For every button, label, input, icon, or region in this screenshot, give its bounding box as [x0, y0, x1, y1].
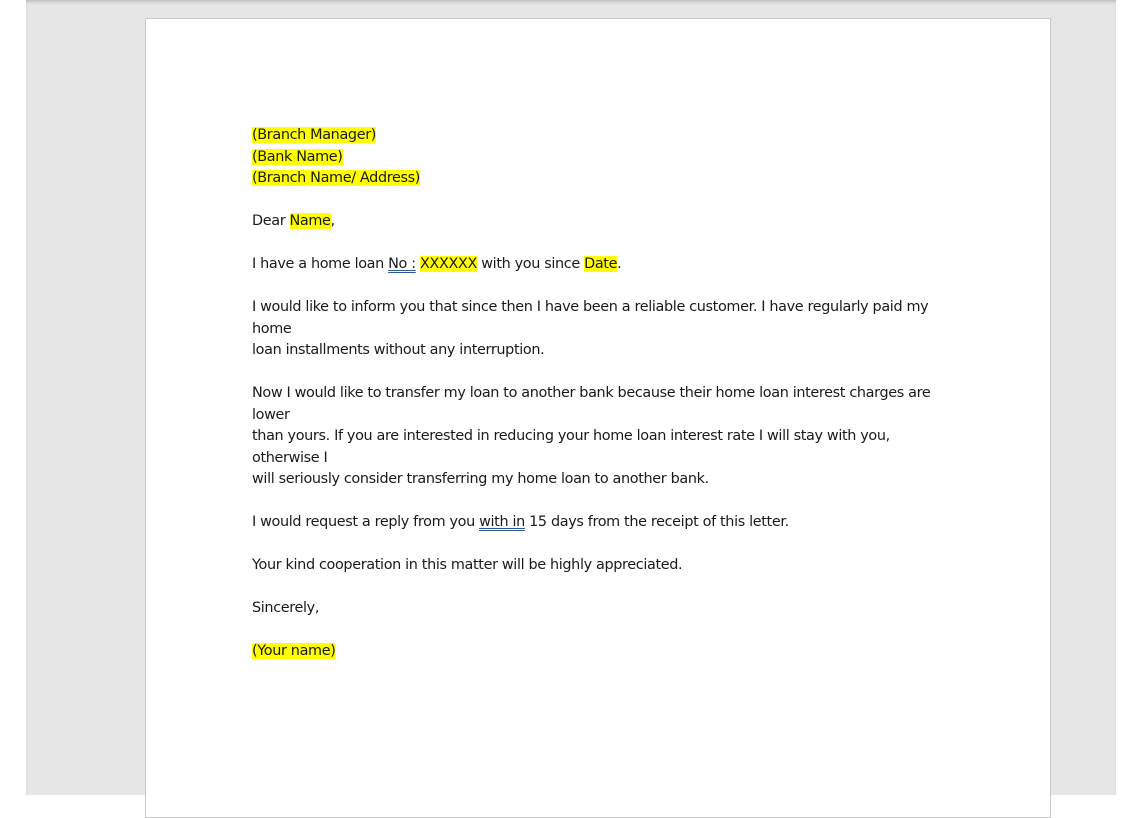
- loan-line-prefix: I have a home loan: [252, 256, 389, 272]
- document-workspace: [26, 0, 1116, 795]
- reply-line-suffix: 15 days from the receipt of this letter.: [524, 514, 789, 530]
- document-page[interactable]: [145, 18, 1051, 818]
- paragraph-reliable-line-1: I would like to inform you that since then I have been a reliable customer. I have regularly paid my home: [252, 299, 929, 337]
- letter-body[interactable]: [252, 125, 952, 684]
- loan-line-middle: with you since: [477, 256, 585, 272]
- cooperation-line: Your kind cooperation in this matter will be highly appreciated.: [252, 557, 683, 573]
- recipient-manager: (Branch Manager): [252, 127, 377, 143]
- paragraph-transfer-line-1: Now I would like to transfer my loan to another bank because their home loan interest charges are lower: [252, 385, 931, 423]
- paragraph-transfer: [252, 383, 952, 491]
- signature-name: (Your name): [252, 643, 336, 659]
- paragraph-transfer-line-3: will seriously consider transferring my home loan to another bank.: [252, 471, 709, 487]
- salutation-suffix: ,: [330, 213, 335, 229]
- reply-line: [252, 512, 952, 534]
- closing-line: Sincerely,: [252, 600, 320, 616]
- loan-number: XXXXXX: [419, 256, 478, 272]
- loan-date: Date: [584, 256, 618, 272]
- recipient-branch: (Branch Name/ Address): [252, 170, 421, 186]
- reply-line-prefix: I would request a reply from you: [252, 514, 480, 530]
- salutation: [252, 211, 952, 233]
- paragraph-reliable-line-2: loan installments without any interruption.: [252, 342, 545, 358]
- reply-within: with in: [479, 514, 525, 530]
- recipient-bank: (Bank Name): [252, 148, 343, 165]
- recipient-block: [252, 125, 952, 190]
- salutation-prefix: Dear: [252, 213, 290, 229]
- loan-line-suffix: .: [617, 256, 622, 272]
- loan-line: [252, 254, 952, 276]
- paragraph-reliable: [252, 297, 952, 362]
- signature-block: [252, 641, 952, 663]
- loan-no-label: No :: [388, 256, 416, 272]
- salutation-name: Name: [289, 213, 331, 229]
- paragraph-transfer-line-2: than yours. If you are interested in reducing your home loan interest rate I will stay with you, otherwise I: [252, 428, 890, 466]
